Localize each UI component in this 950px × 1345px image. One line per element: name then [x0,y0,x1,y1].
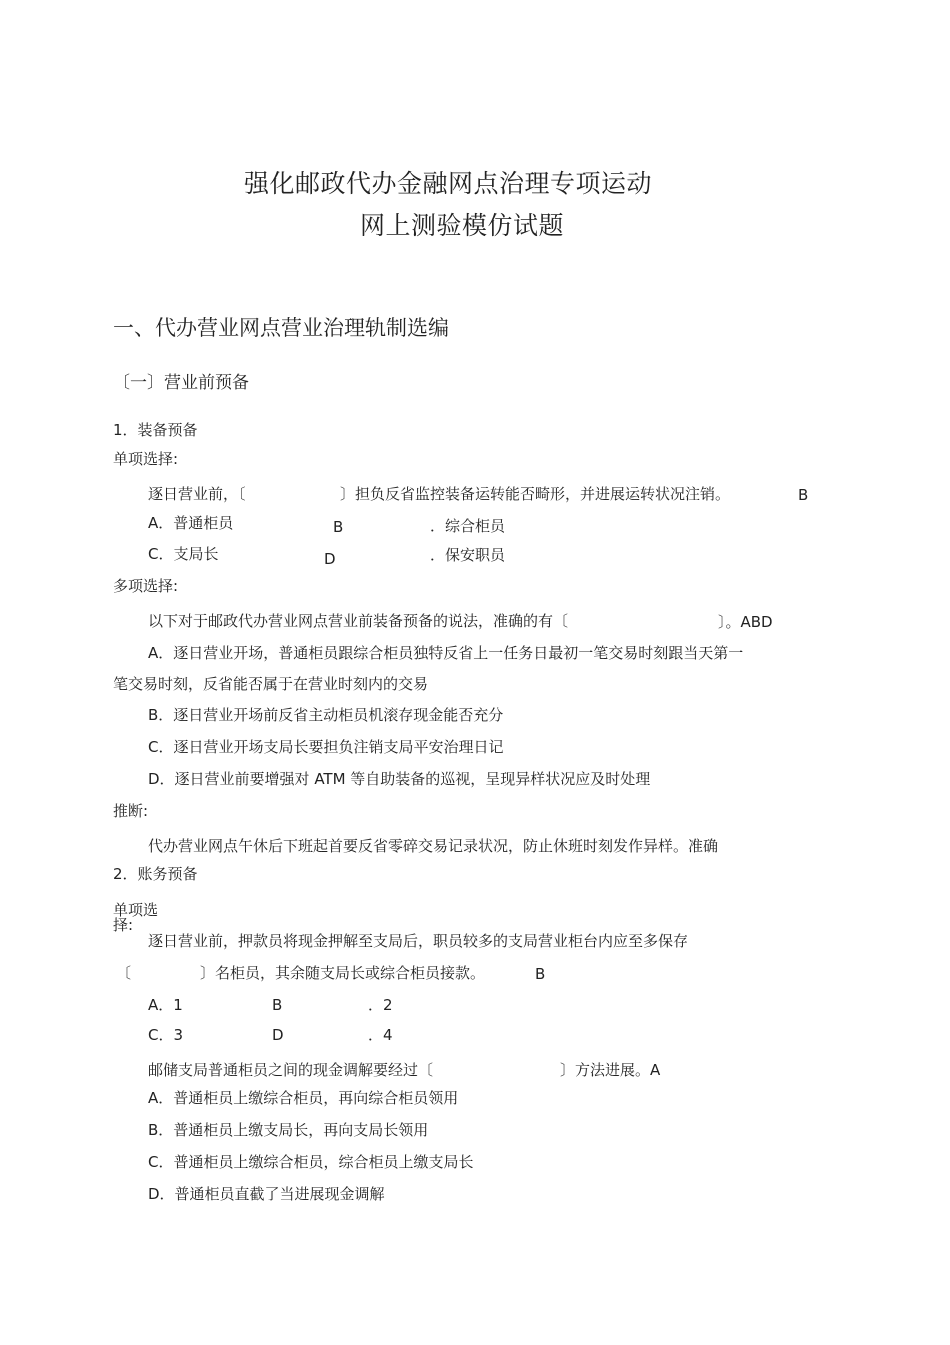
option-c: C．普通柜员上缴综合柜员，综合柜员上缴支局长 [148,1153,474,1171]
option-a: A．普通柜员上缴综合柜员，再向综合柜员领用 [148,1089,459,1107]
option-a-cont: 笔交易时刻，反省能否属于在营业时刻内的交易 [113,675,429,693]
option-c: C．3 [148,1026,184,1044]
option-d: D．逐日营业前要增强对 ATM 等自助装备的巡视，呈现异样状况应及时处理 [148,770,651,788]
question-text-cont: 〕。ABD [718,613,773,631]
question-text-cont: 〕方法进展。A [560,1061,661,1079]
option-d: ．保安职员 [430,546,506,564]
option-b: B．普通柜员上缴支局长，再向支局长领用 [148,1121,429,1139]
question-text: 逐日营业前，押款员将现金押解至支局后，职员较多的支局营业柜台内应至多保存 [148,932,689,950]
question-text: 逐日营业前，〔 [148,485,246,503]
question-text: 邮储支局普通柜员之间的现金调解要经过〔 [148,1061,434,1079]
option-b: ．综合柜员 [430,517,506,535]
question-text-cont: 〕担负反省监控装备运转能否畸形，并进展运转状况注销。 [340,485,731,503]
option-b-letter: B [333,518,344,536]
option-d: D．普通柜员直截了当进展现金调解 [148,1185,385,1203]
question-text-open: 〔 [116,964,132,982]
option-a: A．1 [148,996,183,1014]
option-b-letter: B [272,996,283,1014]
option-c: C．支局长 [148,545,219,563]
question-type-label: 单项选 [113,901,159,919]
answer-key: B [535,965,546,983]
option-a: A．普通柜员 [148,514,234,532]
document-title-line1: 强化邮政代办金融网点治理专项运动 [244,169,653,198]
part-heading: 1．装备预备 [113,421,198,439]
question-type-label: 单项选择: [113,450,179,468]
question-type-label: 多项选择: [113,577,179,595]
option-b: ．2 [368,996,393,1014]
option-d-letter: D [272,1026,284,1044]
question-text: 以下对于邮政代办营业网点营业前装备预备的说法，准确的有〔 [148,612,569,630]
option-a: A．逐日营业开场，普通柜员跟综合柜员独特反省上一任务日最初一笔交易时刻跟当天第一 [148,644,744,662]
option-d-letter: D [324,550,336,568]
part-heading: 2．账务预备 [113,865,198,883]
document-title-line2: 网上测验模仿试题 [360,211,565,240]
question-text-cont: 〕名柜员，其余随支局长或综合柜员接款。 [200,964,486,982]
section-heading: 一、代办营业网点营业治理轨制选编 [113,316,449,340]
option-d: ．4 [368,1026,393,1044]
answer-key: B [798,486,809,504]
question-type-label: 推断: [113,802,149,820]
question-type-label-cont: 择: [113,916,134,934]
option-b: B．逐日营业开场前反省主动柜员机滚存现金能否充分 [148,706,504,724]
option-c: C．逐日营业开场支局长要担负注销支局平安治理日记 [148,738,504,756]
subsection-heading: 〔一〕营业前预备 [113,373,249,393]
question-text: 代办营业网点午休后下班起首要反省零碎交易记录状况，防止休班时刻发作异样。准确 [148,837,719,855]
